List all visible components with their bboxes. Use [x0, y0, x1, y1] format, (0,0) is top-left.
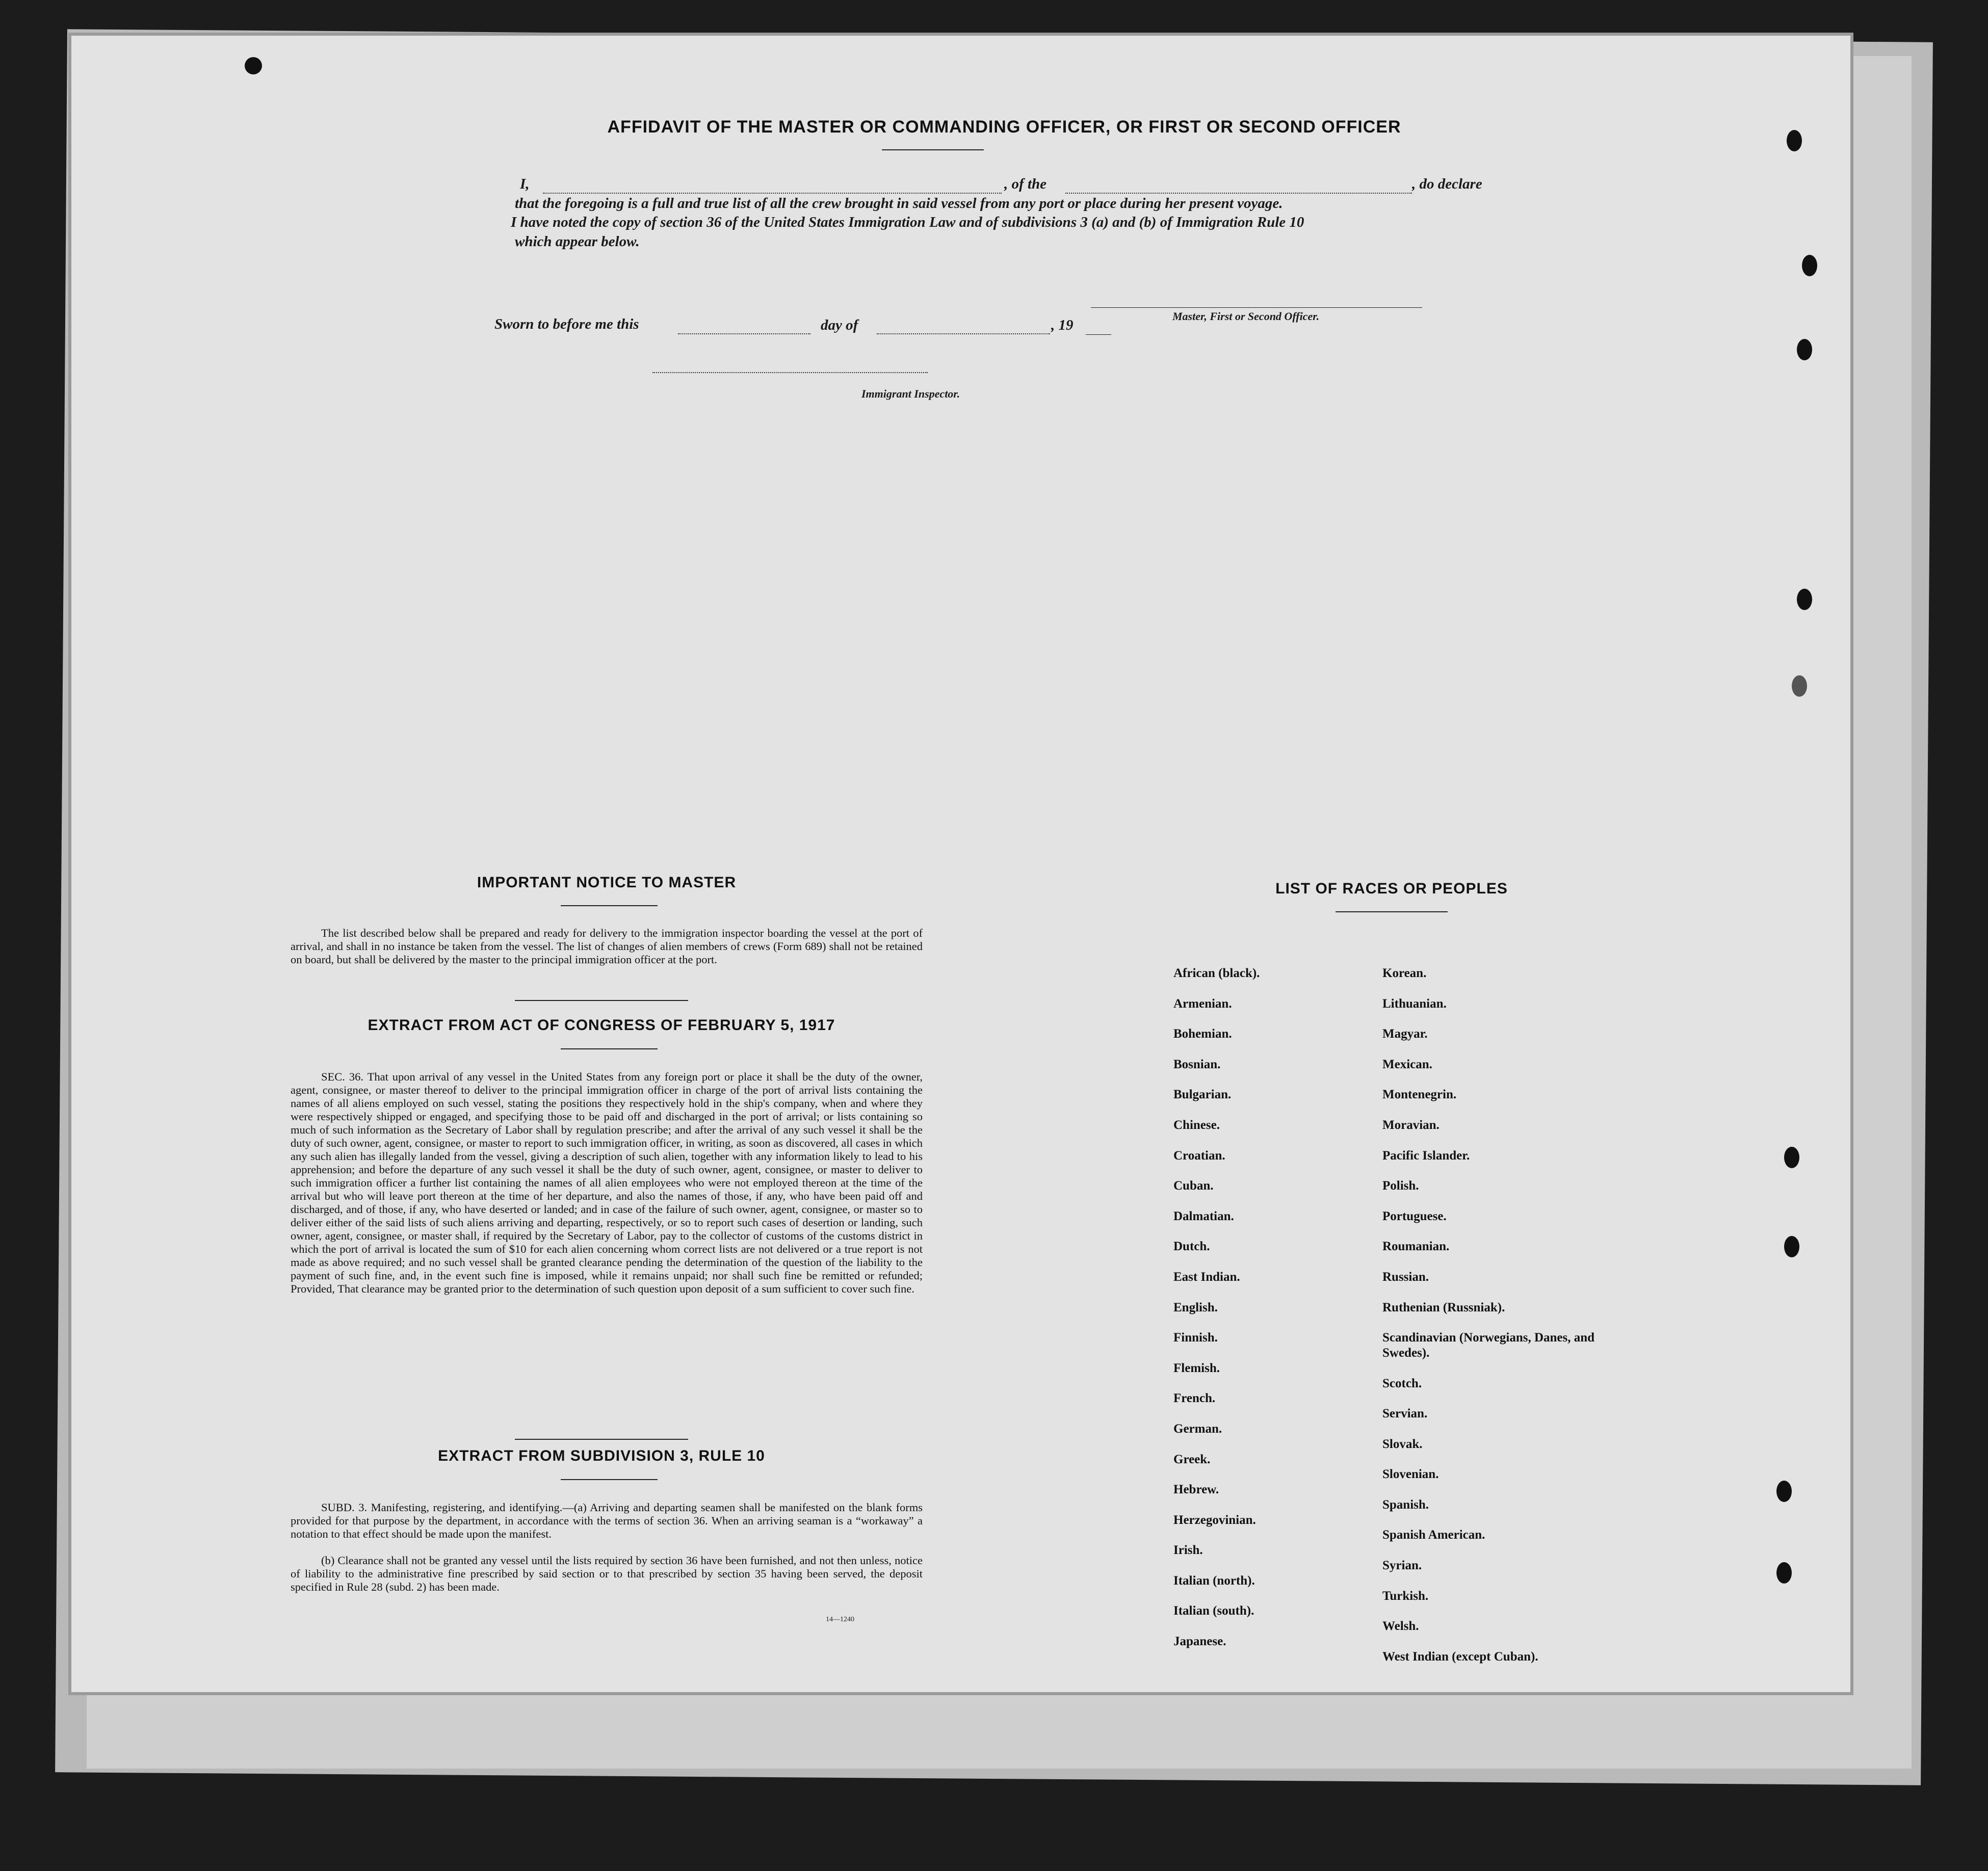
race-item: Moravian.: [1382, 1118, 1440, 1132]
affidavit-line-4: which appear below.: [515, 233, 640, 250]
race-item: French.: [1173, 1391, 1216, 1406]
act-divider: [515, 1439, 688, 1440]
races-column-2: [1382, 966, 1602, 1679]
act-underline: [561, 1048, 658, 1049]
race-item: Chinese.: [1173, 1118, 1220, 1132]
punch-hole-icon: [1776, 1562, 1792, 1584]
race-item: Greek.: [1173, 1452, 1211, 1466]
act-title: EXTRACT FROM ACT OF CONGRESS OF FEBRUARY 5, 1917: [368, 1017, 835, 1034]
rule-title: EXTRACT FROM SUBDIVISION 3, RULE 10: [438, 1447, 765, 1464]
race-item: Syrian.: [1382, 1559, 1422, 1573]
punch-hole-icon: [1792, 675, 1807, 697]
punch-hole-icon: [1784, 1147, 1799, 1168]
race-item: Croatian.: [1173, 1148, 1225, 1163]
notice-underline: [561, 905, 658, 906]
notice-divider: [515, 1000, 688, 1001]
race-item: Welsh.: [1382, 1619, 1419, 1633]
affidavit-title: AFFIDAVIT OF THE MASTER OR COMMANDING OFFICER, OR FIRST OR SECOND OFFICER: [607, 117, 1401, 137]
race-item: Herzegovinian.: [1173, 1513, 1256, 1527]
race-item: Polish.: [1382, 1179, 1419, 1193]
rule-text-b: (b) Clearance shall not be granted any vessel until the lists required by section 36 have been furnished, and not then unless, notice of liability to the administrative fine prescribed by said section or to that prescribed by section 35 having been served, the deposit specified in Rule 28 (subd. 2) has been made.: [291, 1554, 923, 1593]
sworn-month-field[interactable]: [877, 333, 1050, 334]
form-page: [71, 36, 1850, 1692]
race-item: Dalmatian.: [1173, 1209, 1234, 1223]
inspector-caption: Immigrant Inspector.: [861, 387, 960, 400]
sworn-text: Sworn to before me this: [494, 316, 639, 332]
race-item: Japanese.: [1173, 1635, 1226, 1649]
races-underline: [1336, 911, 1448, 912]
race-item: Scandinavian (Norwegians, Danes, and Swedes).: [1382, 1331, 1595, 1360]
race-item: Bulgarian.: [1173, 1088, 1232, 1102]
race-item: Portuguese.: [1382, 1209, 1447, 1223]
master-name-field[interactable]: [543, 193, 1002, 194]
race-item: Lithuanian.: [1382, 996, 1447, 1011]
race-item: Mexican.: [1382, 1057, 1432, 1071]
race-item: Armenian.: [1173, 996, 1232, 1011]
year-prefix: , 19: [1051, 317, 1074, 333]
race-item: Pacific Islander.: [1382, 1148, 1470, 1163]
master-caption: Master, First or Second Officer.: [1172, 310, 1320, 323]
master-signature-line[interactable]: [1091, 307, 1422, 308]
race-item: Finnish.: [1173, 1331, 1218, 1345]
affidavit-do-declare: , do declare: [1412, 176, 1482, 192]
race-item: East Indian.: [1173, 1270, 1240, 1284]
race-item: African (black).: [1173, 966, 1260, 980]
sworn-year-field[interactable]: [1086, 334, 1111, 335]
races-title: LIST OF RACES OR PEOPLES: [1275, 880, 1508, 897]
affidavit-line-2: that the foregoing is a full and true list of all the crew brought in said vessel from any port or place during her present voyage.: [515, 195, 1283, 212]
races-column-1: [1173, 966, 1260, 1665]
punch-hole-icon: [1797, 339, 1812, 360]
punch-hole-icon: [1802, 255, 1817, 276]
title-underline: [882, 149, 984, 150]
race-item: Servian.: [1382, 1407, 1428, 1421]
notice-title: IMPORTANT NOTICE TO MASTER: [477, 874, 737, 891]
punch-hole-icon: [1776, 1481, 1792, 1502]
punch-hole-icon: [1787, 130, 1802, 151]
race-item: Dutch.: [1173, 1240, 1210, 1254]
race-item: Slovak.: [1382, 1437, 1423, 1451]
race-item: Bosnian.: [1173, 1057, 1221, 1071]
affidavit-of-the: , of the: [1004, 176, 1047, 192]
sworn-day-field[interactable]: [678, 333, 810, 334]
race-item: Italian (south).: [1173, 1604, 1254, 1618]
race-item: German.: [1173, 1421, 1222, 1436]
vessel-name-field[interactable]: [1065, 193, 1412, 194]
day-of-text: day of: [821, 317, 858, 333]
race-item: Slovenian.: [1382, 1467, 1439, 1482]
rule-text-a: SUBD. 3. Manifesting, registering, and identifying.—(a) Arriving and departing seamen shall be manifested on the blank forms provided for that purpose by the department, in accordance with the terms of section 36. When an arriving seaman is a “workaway” a notation to that effect should be made upon the manifest.: [291, 1501, 923, 1540]
race-item: Magyar.: [1382, 1027, 1428, 1041]
race-item: Montenegrin.: [1382, 1088, 1457, 1102]
punch-hole-icon: [1784, 1236, 1799, 1257]
affidavit-line-3: I have noted the copy of section 36 of the United States Immigration Law and of subdivisions 3 (a) and (b) of Immigration Rule 10: [511, 214, 1304, 230]
punch-hole-icon: [245, 57, 262, 74]
affidavit-i: I,: [520, 176, 530, 192]
form-number: 14—1240: [826, 1616, 854, 1623]
race-item: Flemish.: [1173, 1361, 1220, 1375]
race-item: Bohemian.: [1173, 1027, 1232, 1041]
race-item: Turkish.: [1382, 1589, 1429, 1603]
race-item: English.: [1173, 1300, 1218, 1314]
inspector-signature-line[interactable]: [652, 372, 928, 373]
punch-hole-icon: [1797, 589, 1812, 610]
race-item: Russian.: [1382, 1270, 1429, 1284]
race-item: Irish.: [1173, 1543, 1203, 1558]
race-item: West Indian (except Cuban).: [1382, 1649, 1538, 1664]
act-text: SEC. 36. That upon arrival of any vessel in the United States from any foreign port or place it shall be the duty of the owner, agent, consignee, or master thereof to deliver to the principal immigration officer in charge of the port of arrival lists containing the names of all aliens employed on such vessel, stating the positions they respectively hold in the ship's company, when and where they were respectively shipped or engaged, and specifying those to be paid off and discharged in the port of arrival; or lists containing so much of such information as the Secretary of Labor shall by regulation prescribe; and after the arrival of any such vessel it shall be the duty of such owner, agent, consignee, or master to report to such immigration officer, in writing, as soon as discovered, all cases in which any such alien has illegally landed from the vessel, giving a description of such alien, together with any information likely to lead to his apprehension; and before the departure of any such vessel it shall be the duty of such owner, agent, consignee, or master to deliver to such immigration officer a further list containing the names of all alien employees who were not employed thereon at the time of the arrival but who will leave port thereon at the time of her departure, and also the names of those, if any, who have been paid off and discharged, and of those, if any, who have deserted or landed; and in case of the failure of such owner, agent, consignee, or master so to deliver either of the said lists of such aliens arriving and departing, respectively, or so to report such cases of desertion or landing, such owner, agent, consignee, or master shall, if required by the Secretary of Labor, pay to the collector of customs of the customs district in which the port of arrival is located the sum of $10 for each alien concerning whom correct lists are not delivered or a true report is not made as above required; and no such vessel shall be granted clearance pending the determination of the question of the liability to the payment of such fine, and, in the event such fine is imposed, while it remains unpaid; nor shall such fine be remitted or refunded; Provided, That clearance may be granted prior to the determination of such question upon deposit of a sum sufficient to cover such fine.: [291, 1070, 923, 1295]
race-item: Roumanian.: [1382, 1240, 1450, 1254]
race-item: Korean.: [1382, 966, 1427, 980]
race-item: Ruthenian (Russniak).: [1382, 1300, 1505, 1314]
rule-underline: [561, 1479, 658, 1480]
race-item: Italian (north).: [1173, 1573, 1255, 1588]
race-item: Spanish American.: [1382, 1528, 1485, 1542]
race-item: Cuban.: [1173, 1179, 1214, 1193]
race-item: Hebrew.: [1173, 1483, 1219, 1497]
notice-text: The list described below shall be prepared and ready for delivery to the immigration inspector boarding the vessel at the port of arrival, and shall in no instance be taken from the vessel. The list of changes of alien members of crews (Form 689) shall not be retained on board, but shall be delivered by the master to the principal immigration officer at the port.: [291, 927, 923, 966]
race-item: Scotch.: [1382, 1376, 1422, 1390]
race-item: Spanish.: [1382, 1497, 1429, 1512]
